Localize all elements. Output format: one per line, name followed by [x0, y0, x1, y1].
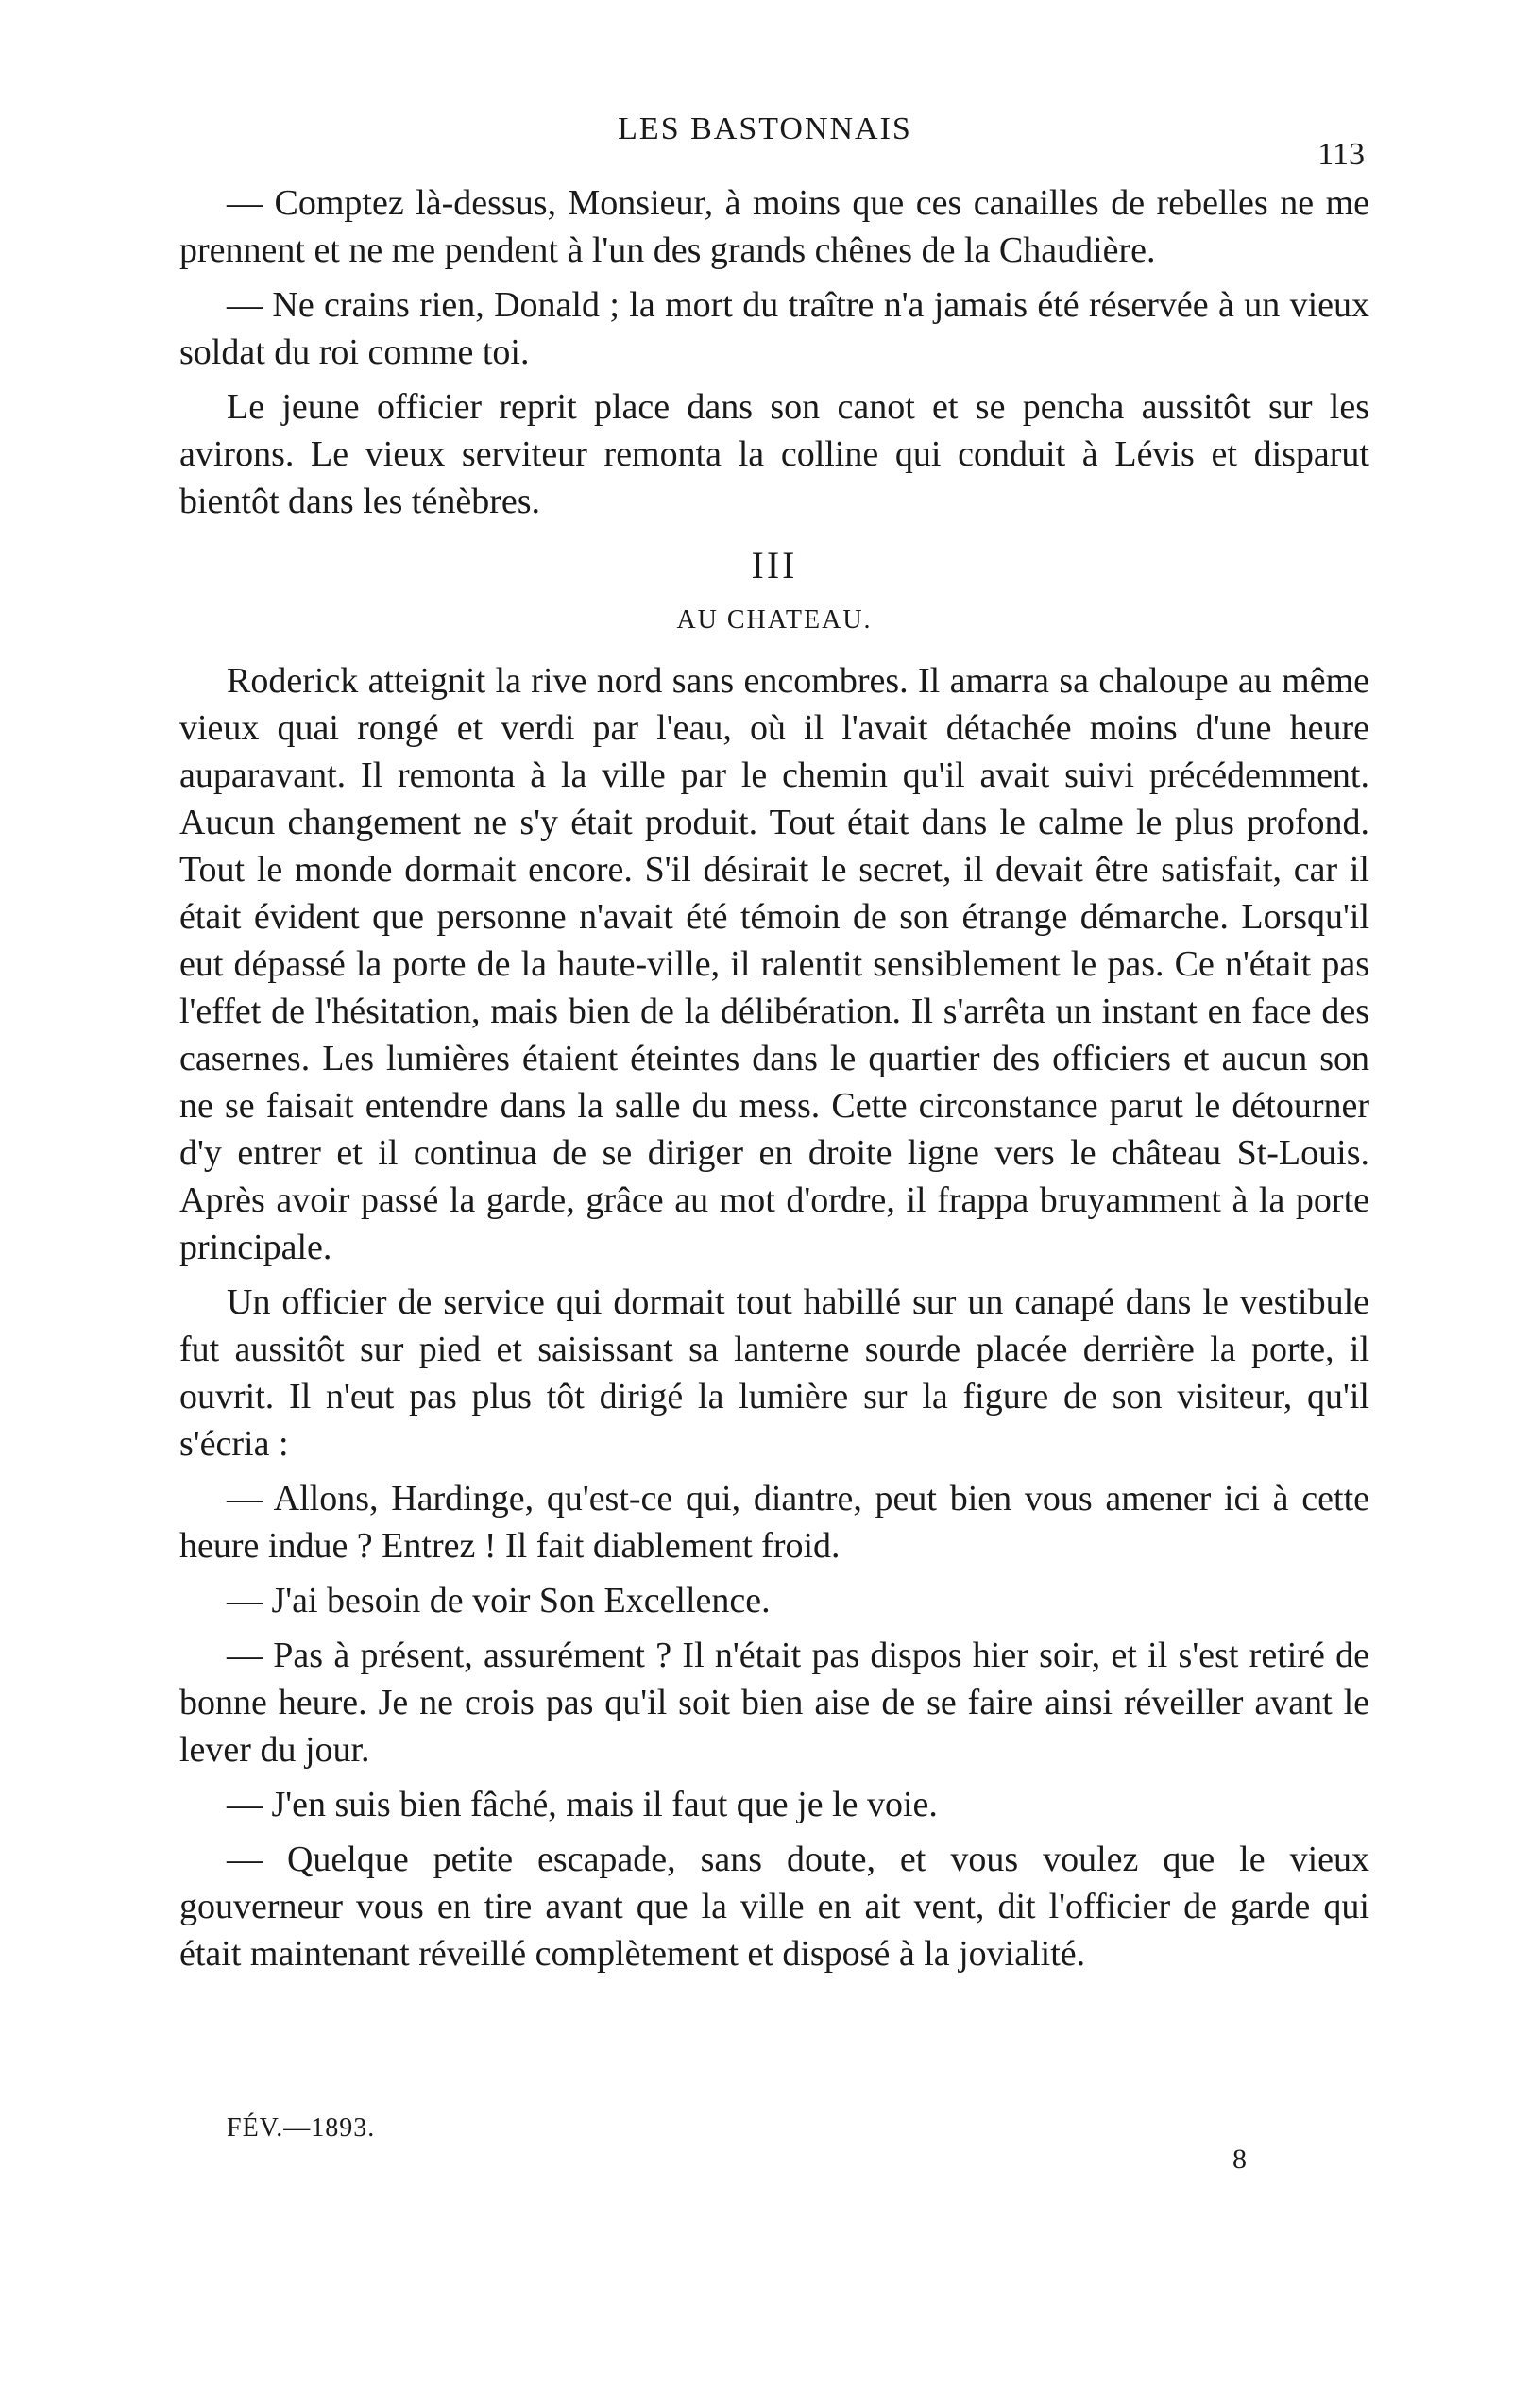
paragraph: — J'ai besoin de voir Son Excellence. [227, 1581, 771, 1620]
paragraph: — J'en suis bien fâché, mais il faut que je le voie. [227, 1785, 938, 1824]
paragraph: — Quelque petite escapade, sans doute, et vous voulez que le vieux gouverneur vous en tire avant que la ville en ait vent, dit l'officier de garde qui était maintenant réveillé complètement et disposé à la jovialité. [179, 1840, 1369, 1974]
page-number: 113 [1318, 137, 1365, 172]
chapter-number: III [751, 544, 798, 586]
running-title: LES BASTONNAIS [618, 111, 912, 146]
paragraph: — Ne crains rien, Donald ; la mort du traître n'a jamais été réservée à un vieux soldat du roi comme toi. [179, 285, 1369, 372]
signature-number: 8 [1232, 2144, 1247, 2175]
chapter-title: AU CHATEAU. [676, 605, 873, 635]
paragraph: — Pas à présent, assurément ? Il n'était pas dispos hier soir, et il s'est retiré de bonne heure. Je ne crois pas qu'il soit bien aise de se faire ainsi réveiller avant le lever du jour. [179, 1636, 1369, 1770]
body-text [179, 179, 1369, 1977]
printer-signature: FÉV.—1893. [227, 2113, 376, 2143]
paragraph: — Allons, Hardinge, qu'est-ce qui, diantre, peut bien vous amener ici à cette heure indue ? Entrez ! Il fait diablement froid. [179, 1479, 1369, 1566]
paragraph: Le jeune officier reprit place dans son canot et se pencha aussitôt sur les avirons. Le vieux serviteur remonta la colline qui conduit à Lévis et disparut bientôt dans les ténèbres. [179, 387, 1369, 521]
paragraph: Un officier de service qui dormait tout habillé sur un canapé dans le vestibule fut aussitôt sur pied et saisissant sa lanterne sourde placée derrière la porte, il ouvrit. Il n'eut pas plus tôt dirigé la lumière sur la figure de son visiteur, qu'il s'écria : [179, 1282, 1369, 1464]
paragraph: Roderick atteignit la rive nord sans encombres. Il amarra sa chaloupe au même vieux quai rongé et verdi par l'eau, où il l'avait détachée moins d'une heure auparavant. Il remonta à la ville par le chemin qu'il avait suivi précédemment. Aucun changement ne s'y était produit. Tout était dans le calme le plus profond. Tout le monde dormait encore. S'il désirait le secret, il devait être satisfait, car il était évident que personne n'avait été témoin de son étrange démarche. Lorsqu'il eut dépassé la porte de la haute-ville, il ralentit sensiblement le pas. Ce n'était pas l'effet de l'hésitation, mais bien de la délibération. Il s'arrêta un instant en face des casernes. Les lumières étaient éteintes dans le quartier des officiers et aucun son ne se faisait entendre dans la salle du mess. Cette circonstance parut le détourner d'y entrer et il continua de se diriger en droite ligne vers le château St-Louis. Après avoir passé la garde, grâce au mot d'ordre, il frappa bruyamment à la porte principale. [179, 661, 1369, 1267]
paragraph: — Comptez là-dessus, Monsieur, à moins que ces canailles de rebelles ne me prennent et ne me pendent à l'un des grands chênes de la Chaudière. [179, 183, 1369, 270]
